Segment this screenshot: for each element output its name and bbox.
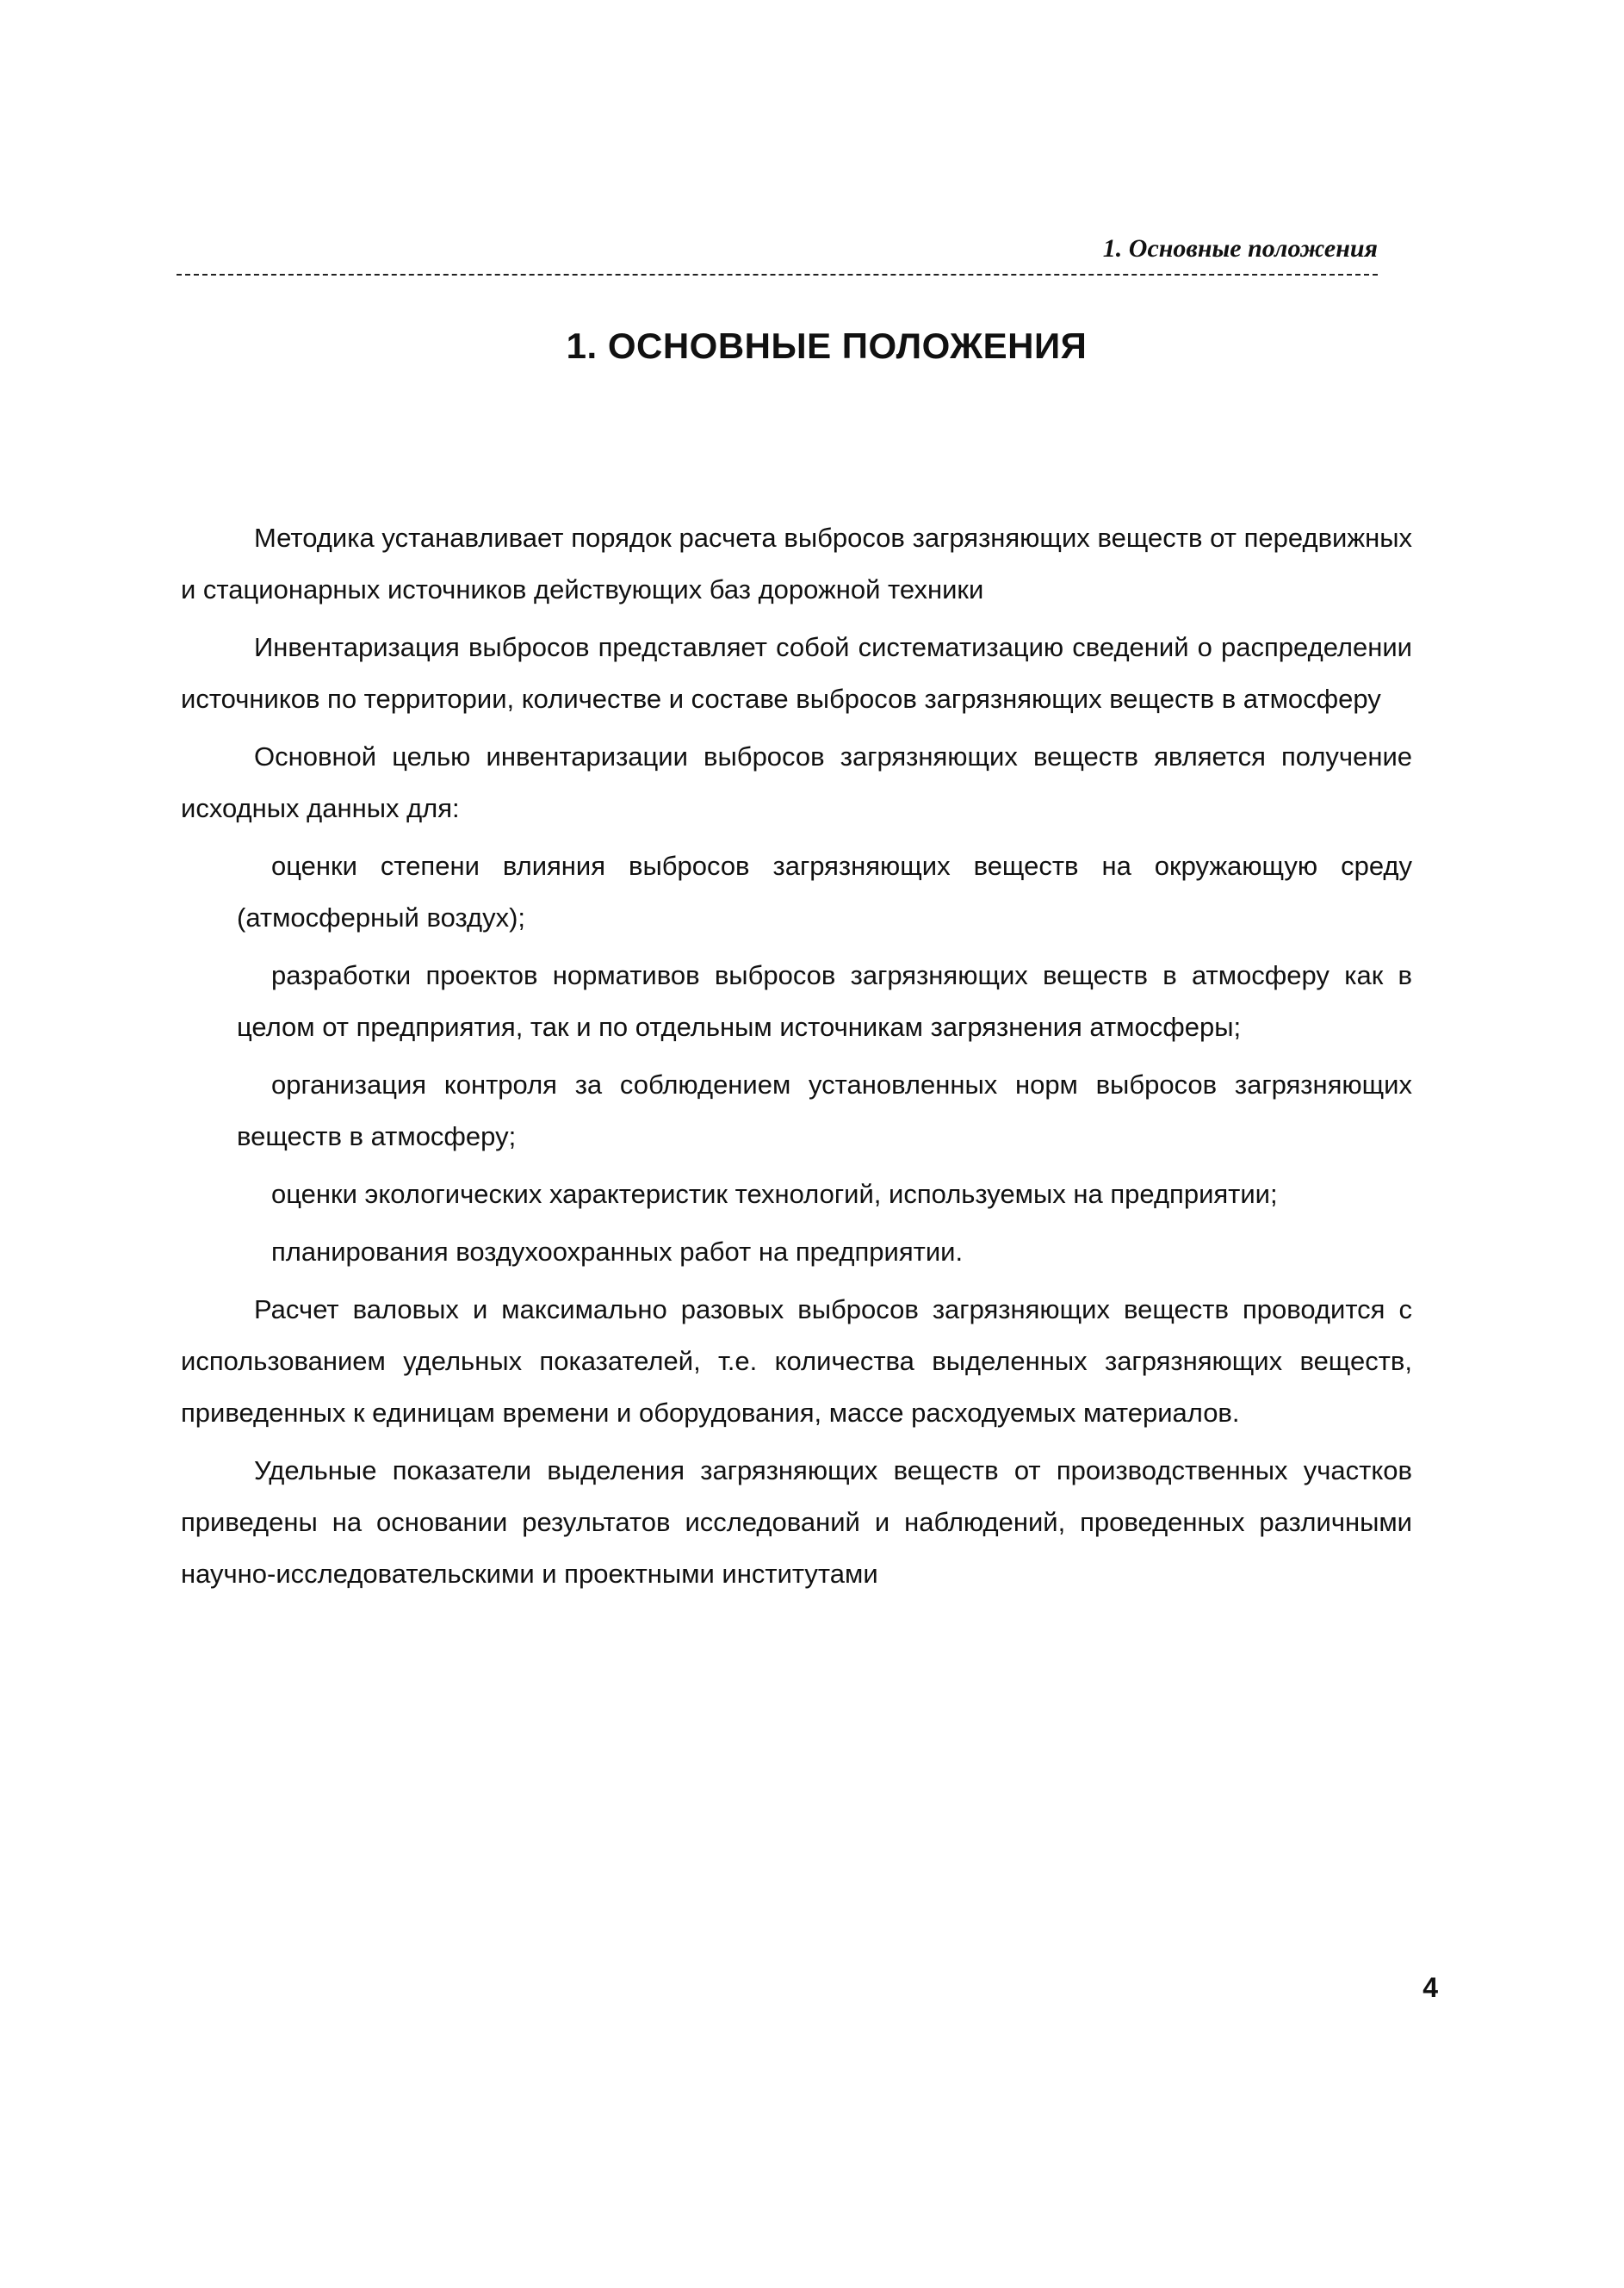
- header-rule: [177, 274, 1378, 276]
- page-number: 4: [1423, 1972, 1438, 2003]
- list-item: организация контроля за соблюдением установленных норм выбросов загрязняющих веществ в атмосферу;: [237, 1070, 1412, 1151]
- list-item: планирования воздухоохранных работ на предприятии.: [271, 1237, 964, 1267]
- chapter-title: 1. ОСНОВНЫЕ ПОЛОЖЕНИЯ: [566, 326, 1088, 366]
- running-header: 1. Основные положения: [1102, 234, 1378, 263]
- list-item: оценки экологических характеристик технологий, используемых на предприятии;: [271, 1179, 1278, 1209]
- paragraph: Методика устанавливает порядок расчета выбросов загрязняющих веществ от передвижных и стационарных источников действующих баз дорожной техники: [181, 523, 1412, 605]
- paragraph: Расчет валовых и максимально разовых выбросов загрязняющих веществ проводится с использованием удельных показателей, т.е. количества выделенных загрязняющих веществ, приведенных к единицам времени и оборудования, массе расходуемых материалов.: [181, 1294, 1412, 1428]
- paragraph: Удельные показатели выделения загрязняющих веществ от производственных участков приведены на основании результатов исследований и наблюдений, проведенных различными научно-исследовательскими и проектными институтами: [181, 1455, 1412, 1589]
- paragraph: Основной целью инвентаризации выбросов загрязняющих веществ является получение исходных данных для:: [181, 741, 1412, 823]
- paragraph: Инвентаризация выбросов представляет собой систематизацию сведений о распределении источников по территории, количестве и составе выбросов загрязняющих веществ в атмосферу: [181, 632, 1412, 714]
- list-item: оценки степени влияния выбросов загрязняющих веществ на окружающую среду (атмосферный воздух);: [237, 851, 1412, 933]
- list-item: разработки проектов нормативов выбросов загрязняющих веществ в атмосферу как в целом от предприятия, так и по отдельным источникам загрязнения атмосферы;: [237, 960, 1412, 1042]
- body-text: [181, 512, 1412, 1606]
